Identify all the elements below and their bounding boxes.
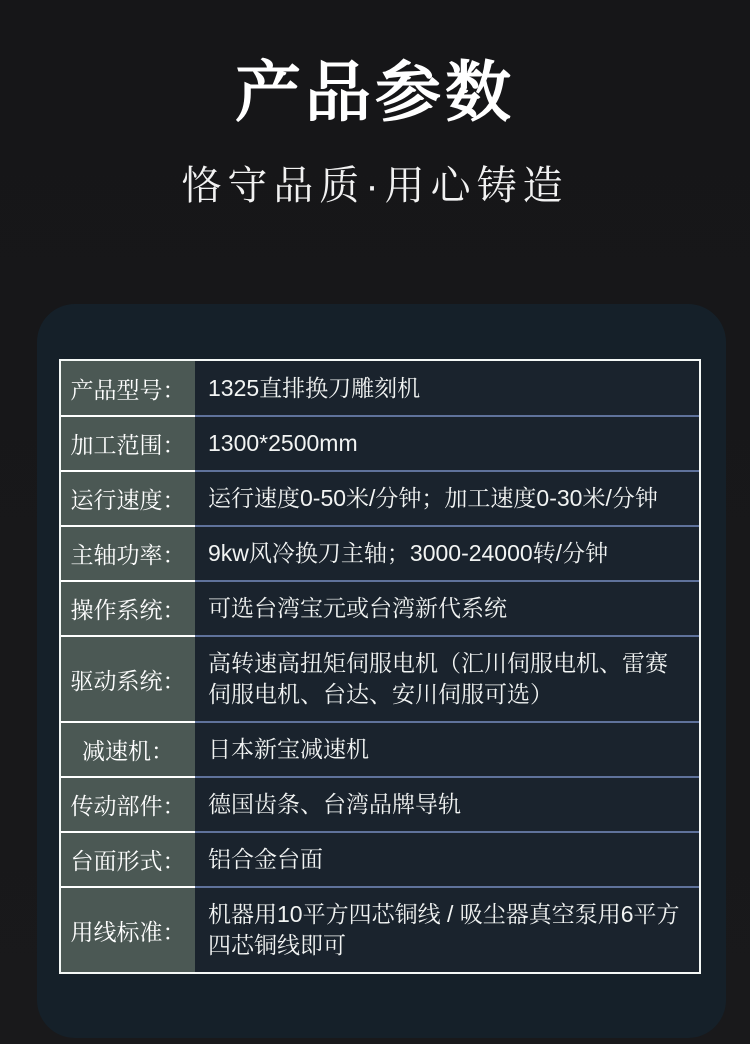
- spec-value: 德国齿条、台湾品牌导轨: [195, 776, 699, 831]
- spec-row: [61, 776, 699, 831]
- spec-label: 主轴功率：: [61, 525, 195, 580]
- spec-row: [61, 361, 699, 415]
- page-title: 产品参数: [235, 55, 515, 129]
- spec-panel: [37, 304, 726, 1038]
- spec-row: [61, 525, 699, 580]
- spec-label: 操作系统：: [61, 580, 195, 635]
- spec-row: [61, 831, 699, 886]
- spec-label: 产品型号：: [61, 361, 195, 415]
- spec-label: 驱动系统：: [61, 635, 195, 721]
- page-subtitle: 恪守品质·用心铸造: [181, 163, 569, 208]
- spec-value: 日本新宝减速机: [195, 721, 699, 776]
- spec-label: 运行速度：: [61, 470, 195, 525]
- spec-table: [59, 359, 701, 974]
- spec-row: [61, 886, 699, 972]
- spec-row: [61, 470, 699, 525]
- spec-label: 用线标准：: [61, 886, 195, 972]
- spec-value: 1300*2500mm: [195, 415, 699, 470]
- spec-value: 铝合金台面: [195, 831, 699, 886]
- spec-value: 可选台湾宝元或台湾新代系统: [195, 580, 699, 635]
- spec-row: [61, 415, 699, 470]
- spec-row: [61, 580, 699, 635]
- spec-label: 台面形式：: [61, 831, 195, 886]
- spec-label: 加工范围：: [61, 415, 195, 470]
- spec-value: 高转速高扭矩伺服电机（汇川伺服电机、雷赛伺服电机、台达、安川伺服可选）: [195, 635, 699, 721]
- spec-row: [61, 635, 699, 721]
- spec-row: [61, 721, 699, 776]
- spec-value: 机器用10平方四芯铜线 / 吸尘器真空泵用6平方四芯铜线即可: [195, 886, 699, 972]
- spec-label: 减速机：: [61, 721, 195, 776]
- spec-value: 运行速度0-50米/分钟；加工速度0-30米/分钟: [195, 470, 699, 525]
- spec-label: 传动部件：: [61, 776, 195, 831]
- product-parameters-page: [0, 55, 750, 958]
- spec-value: 9kw风冷换刀主轴；3000-24000转/分钟: [195, 525, 699, 580]
- spec-value: 1325直排换刀雕刻机: [195, 361, 699, 415]
